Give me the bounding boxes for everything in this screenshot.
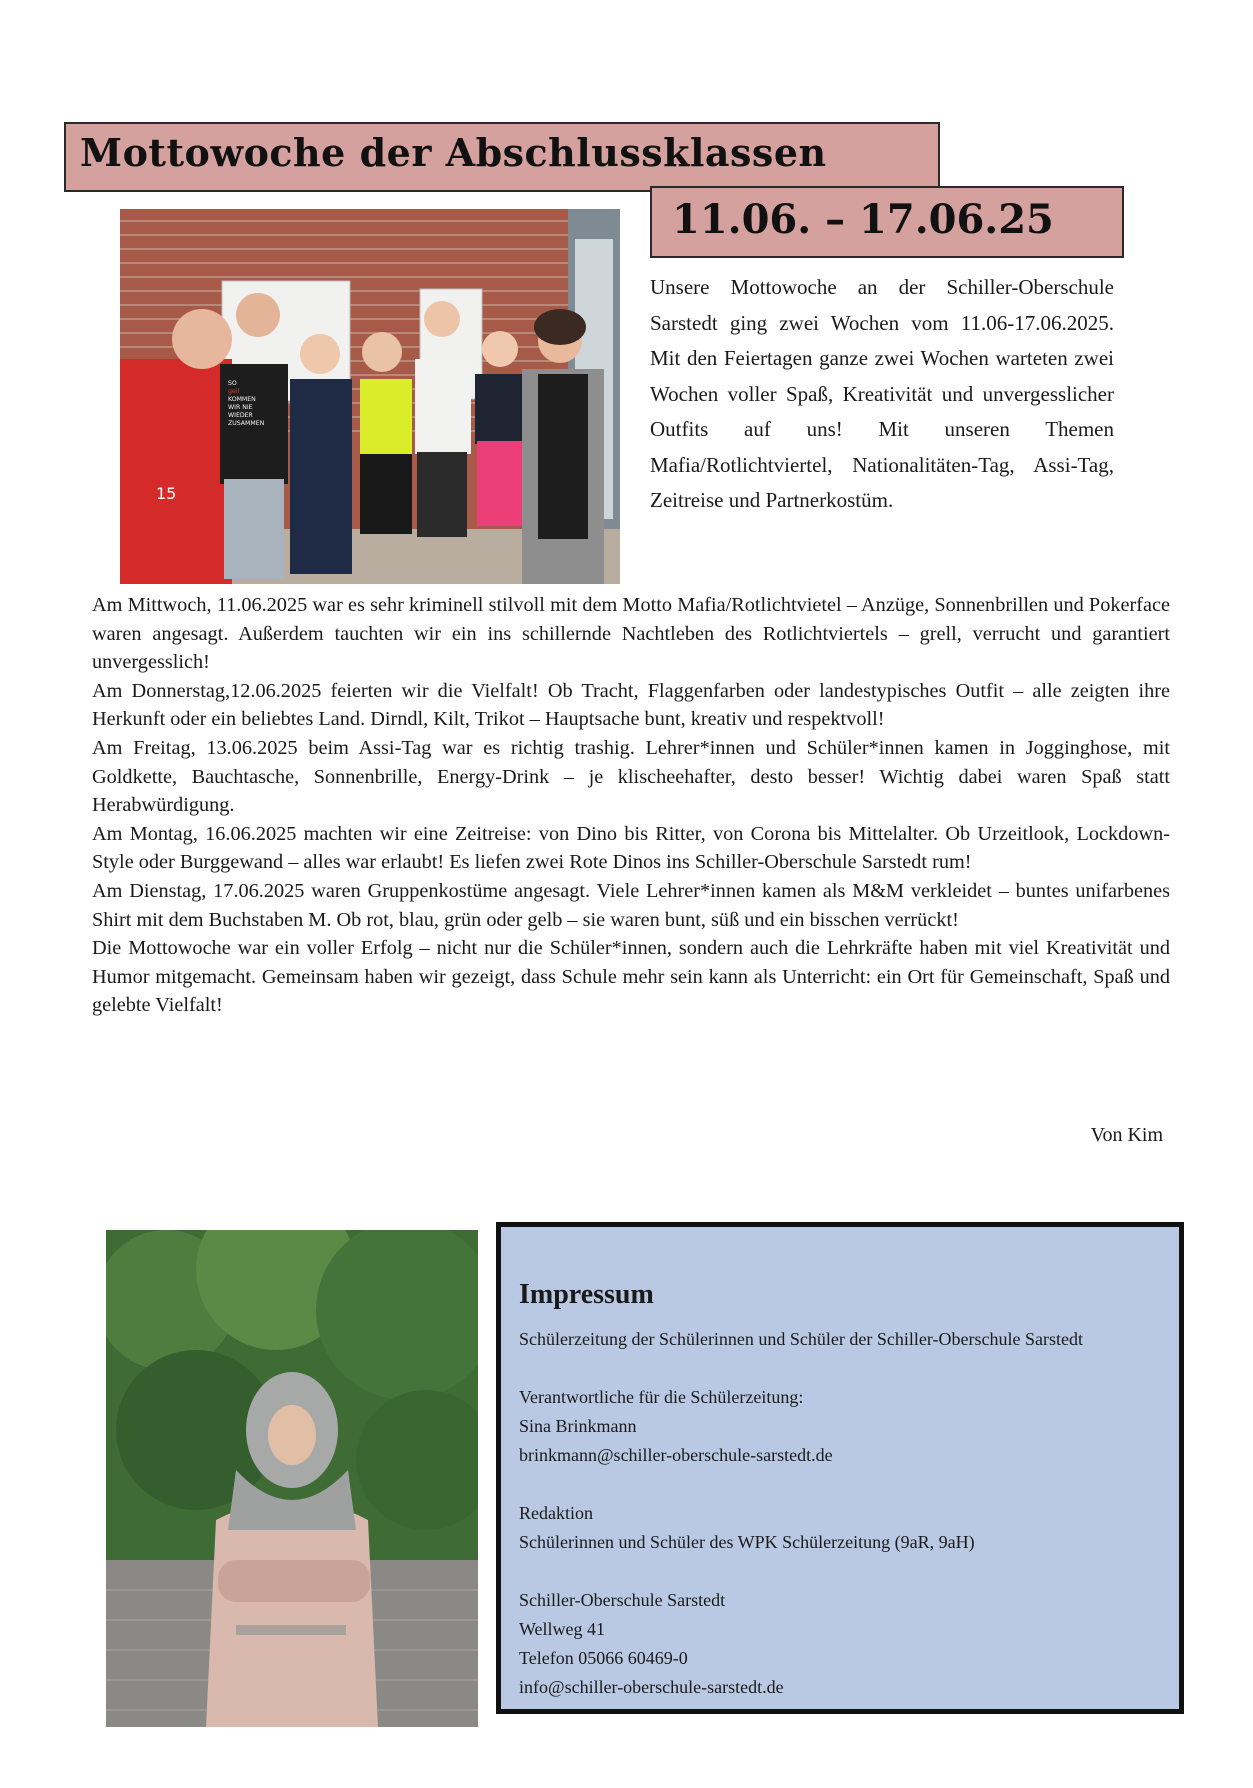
- article-author: Von Kim: [1090, 1124, 1163, 1146]
- date-range: 11.06. – 17.06.25: [672, 196, 1054, 243]
- page-title: Mottowoche der Abschlussklassen: [80, 130, 827, 175]
- group-photo: [120, 209, 620, 584]
- shirt-text-line: KOMMEN: [228, 396, 256, 403]
- article-body: [92, 591, 1170, 1020]
- article-paragraph: Die Mottowoche war ein voller Erfolg – nicht nur die Schüler*innen, sondern auch die Lehrkräfte haben mit viel Kreativität und Humor mitgemacht. Gemeinsam haben wir gezeigt, dass Schule mehr sein kann als Unterricht: ein Ort für Gemeinschaft, Spaß und gelebte Vielfalt!: [92, 937, 1170, 1017]
- article-paragraph: Am Montag, 16.06.2025 machten wir eine Zeitreise: von Dino bis Ritter, von Corona bis Mittelalter. Ob Urzeitlook, Lockdown-Style oder Burggewand – alles war erlaubt! Es liefen zwei Rote Dinos ins Schiller-Oberschule Sarstedt rum!: [92, 822, 1170, 874]
- impressum-box: [496, 1222, 1184, 1714]
- shirt-text-line: WIR NIE: [228, 404, 253, 411]
- shirt-text-line: geil: [228, 388, 240, 395]
- impressum-street: Wellweg 41: [519, 1619, 606, 1639]
- impressum-email: info@schiller-oberschule-sarstedt.de: [519, 1677, 784, 1697]
- shirt-text-line: ZUSAMMEN: [228, 420, 265, 427]
- shirt-text-line: SO: [228, 380, 237, 387]
- intro-text: Unsere Mottowoche an der Schiller-Oberschule Sarstedt ging zwei Wochen vom 11.06-17.06.2025. Mit den Feiertagen ganze zwei Wochen warteten zwei Wochen voller Spaß, Kreativität und unvergesslicher Outfits auf uns! Mit unseren Themen Mafia/Rotlichtviertel, Nationalitäten-Tag, Assi-Tag, Zeitreise und Partnerkostüm.: [650, 275, 1114, 512]
- impressum-editorial-text: Schülerinnen und Schüler des WPK Schülerzeitung (9aR, 9aH): [519, 1532, 975, 1552]
- article-paragraph: Am Mittwoch, 11.06.2025 war es sehr kriminell stilvoll mit dem Motto Mafia/Rotlichtvietel – Anzüge, Sonnenbrillen und Pokerface waren angesagt. Außerdem tauchten wir ein ins schillernde Nachtleben des Rotlichtviertels – grell, verrucht und garantiert unvergesslich!: [92, 594, 1170, 674]
- impressum-responsible-label: Verantwortliche für die Schülerzeitung:: [519, 1387, 804, 1407]
- impressum-phone: Telefon 05066 60469-0: [519, 1648, 688, 1668]
- impressum-responsible-name: Sina Brinkmann: [519, 1416, 637, 1436]
- title-banner: [64, 122, 940, 192]
- jersey-number: 15: [156, 484, 177, 503]
- shirt-text-line: WIEDER: [228, 412, 253, 419]
- article-paragraph: Am Freitag, 13.06.2025 beim Assi-Tag war es richtig trashig. Lehrer*innen und Schüler*innen kamen in Jogginghose, mit Goldkette, Bauchtasche, Sonnenbrille, Energy-Drink – je klischeehafter, desto besser! Wichtig dabei waren Spaß statt Herabwürdigung.: [92, 736, 1170, 817]
- article-paragraph: Am Donnerstag,12.06.2025 feierten wir die Vielfalt! Ob Tracht, Flaggenfarben oder landestypisches Outfit – alle zeigten ihre Herkunft oder ein beliebtes Land. Dirndl, Kilt, Trikot – Hauptsache bunt, kreativ und respektvoll!: [92, 679, 1170, 731]
- date-banner: [650, 186, 1124, 258]
- impressum-school-name: Schiller-Oberschule Sarstedt: [519, 1590, 726, 1610]
- impressum-title: Impressum: [519, 1279, 654, 1310]
- article-paragraph: Am Dienstag, 17.06.2025 waren Gruppenkostüme angesagt. Viele Lehrer*innen kamen als M&M verkleidet – buntes unifarbenes Shirt mit dem Buchstaben M. Ob rot, blau, grün oder gelb – sie waren bunt, süß und ein bisschen verrückt!: [92, 879, 1170, 931]
- impressum-editorial-label: Redaktion: [519, 1503, 593, 1523]
- knight-photo: [106, 1230, 478, 1727]
- impressum-responsible-email: brinkmann@schiller-oberschule-sarstedt.de: [519, 1445, 833, 1465]
- impressum-subtitle: Schülerzeitung der Schülerinnen und Schüler der Schiller-Oberschule Sarstedt: [519, 1329, 1083, 1349]
